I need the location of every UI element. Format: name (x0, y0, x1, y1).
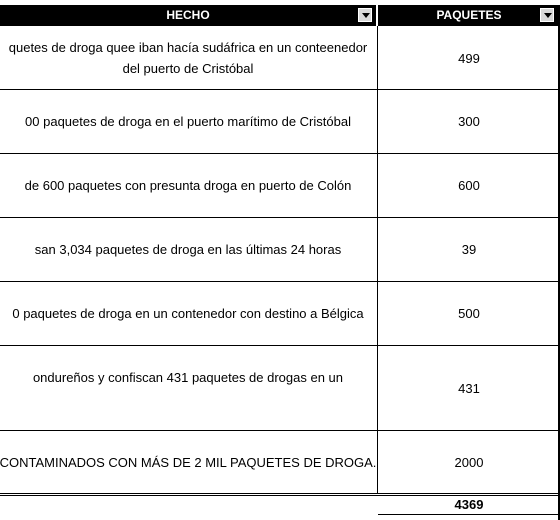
row-divider (0, 493, 560, 494)
row-divider (378, 514, 560, 515)
column-header-label: PAQUETES (436, 8, 502, 22)
filter-dropdown-icon[interactable] (358, 8, 372, 22)
cell-hecho[interactable] (0, 346, 376, 430)
cell-text: san 3,034 paquetes de droga en las últimas 24 horas (34, 242, 342, 257)
cell-paquetes[interactable] (378, 431, 560, 493)
cell-text: CONTAMINADOS CON MÁS DE 2 MIL PAQUETES DE DROGA. (0, 454, 377, 470)
cell-hecho[interactable] (0, 431, 376, 493)
cell-hecho[interactable] (0, 154, 376, 217)
cell-value: 431 (458, 380, 480, 396)
cell-hecho[interactable] (0, 218, 376, 281)
column-header-paquetes[interactable] (378, 5, 560, 26)
cell-text: quetes de droga quee iban hacía sudáfrica en un conteenedor (8, 40, 368, 55)
cell-value: 600 (458, 178, 480, 193)
cell-paquetes[interactable] (378, 346, 560, 430)
cell-text: del puerto de Cristóbal (122, 61, 254, 76)
filter-dropdown-icon[interactable] (540, 8, 554, 22)
cell-hecho[interactable] (0, 27, 376, 89)
cell-value: 300 (458, 114, 480, 129)
cell-paquetes[interactable] (378, 90, 560, 153)
cell-text: 00 paquetes de droga en el puerto marítimo de Cristóbal (25, 114, 351, 129)
cell-text: 0 paquetes de droga en un contenedor con destino a Bélgica (12, 306, 364, 321)
cell-text: de 600 paquetes con presunta droga en puerto de Colón (24, 178, 352, 193)
cell-hecho[interactable] (0, 282, 376, 345)
cell-hecho[interactable] (0, 90, 376, 153)
cell-paquetes[interactable] (378, 154, 560, 217)
column-header-hecho[interactable] (0, 5, 376, 26)
cell-value: 2000 (454, 454, 484, 470)
cell-value: 500 (458, 306, 480, 321)
cell-text: ondureños y confiscan 431 paquetes de drogas en un (32, 370, 344, 385)
total-cell[interactable]: 4369 (454, 497, 484, 512)
cell-paquetes[interactable] (378, 218, 560, 281)
column-header-label: HECHO (166, 8, 210, 22)
cell-paquetes[interactable] (378, 282, 560, 345)
cell-value: 499 (458, 50, 480, 66)
cell-value: 39 (461, 242, 477, 257)
cell-paquetes[interactable] (378, 27, 560, 89)
